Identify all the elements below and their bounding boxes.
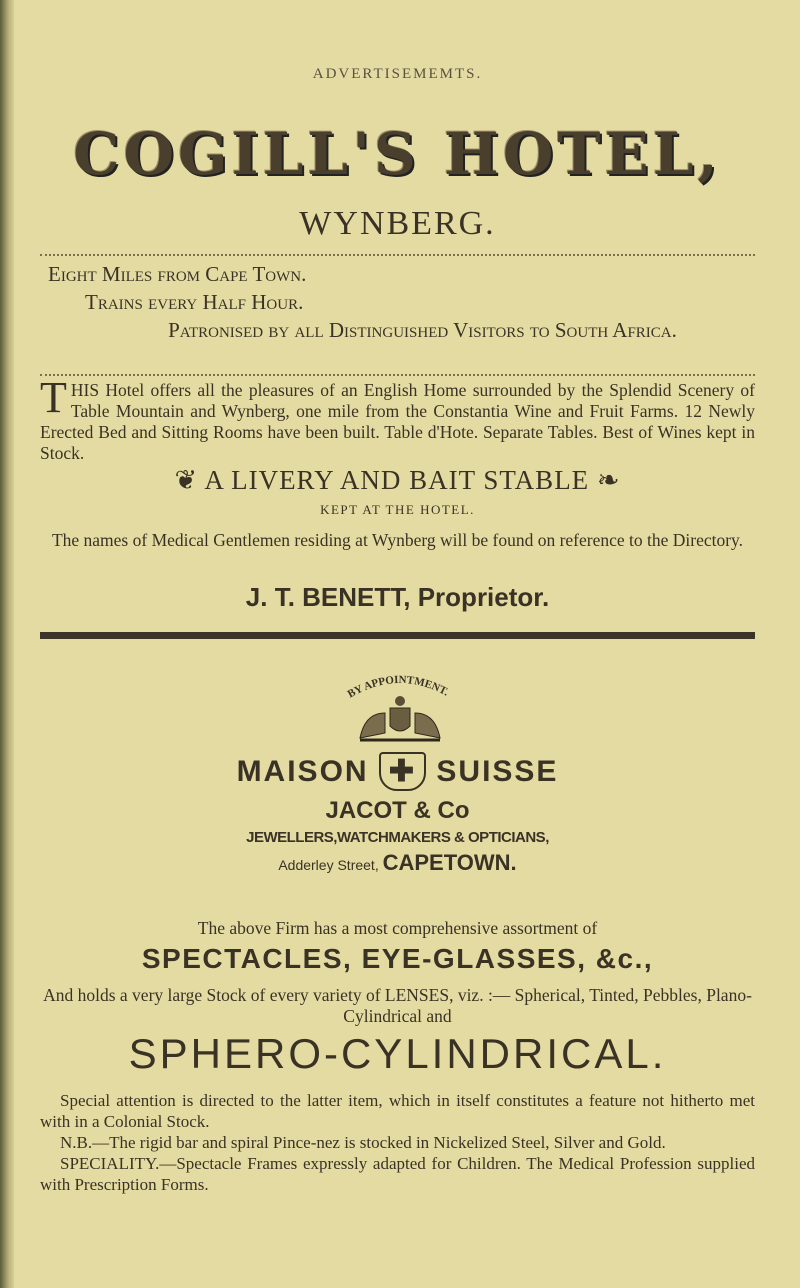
page-binding-edge [0,0,14,1288]
hotel-description [40,373,755,464]
notes [40,1090,755,1195]
ornamental-rule [40,248,755,256]
medical-note: The names of Medical Gentlemen residing at Wynberg will be found on reference to the Directory. [51,530,744,550]
heavy-rule [40,632,755,639]
suisse-text: SUISSE [436,755,559,788]
running-head: ADVERTISEMEMTS. [312,66,483,82]
city: CAPETOWN. [382,850,517,875]
hotel-name: COGILL'S HOTEL, [73,120,722,188]
jacot-logo [40,752,755,876]
ornamental-rule [40,368,755,376]
kept-at-hotel: KEPT AT THE HOTEL. [320,502,475,517]
royal-arms-icon [330,668,470,748]
drop-cap: T [40,373,67,422]
proprietor: J. T. BENETT, Proprietor. [245,582,550,612]
street: Adderley Street, [278,857,379,873]
trains-line: Trains every Half Hour. [85,290,304,314]
description-text: HIS Hotel offers all the pleasures of an English Home surrounded by the Splendid Scenery of Table Mountain and Wynberg, one mile from the Constantia Wine and Fruit Farms. 12 Newly Erected Bed and Sitting Rooms have been built. Table d'Hote. Separate Tables. Best of Wines kept in Stock. [40,380,755,463]
royal-crest [330,668,470,748]
swiss-shield-icon: ✚ [379,752,426,791]
firm-trade: JEWELLERS,WATCHMAKERS & OPTICIANS, [246,829,549,846]
special-attention-note: Special attention is directed to the latter item, which in itself constitutes a feature not hitherto met with in a Colonial Stock. [40,1091,755,1131]
speciality-note: SPECIALITY.—Spectacle Frames expressly adapted for Children. The Medical Profession supplied with Prescription Forms. [40,1154,755,1194]
firm-line: The above Firm has a most comprehensive assortment of [197,918,598,938]
sphero-heading: SPHERO-CYLINDRICAL. [128,1030,667,1077]
distance-line: Eight Miles from Cape Town. [48,262,307,286]
hotel-location: WYNBERG. [299,205,496,242]
nb-note: N.B.—The rigid bar and spiral Pince-nez is stocked in Nickelized Steel, Silver and Gold. [60,1133,666,1152]
maison-text: MAISON [236,755,369,788]
spectacles-heading: SPECTACLES, EYE-GLASSES, &c., [141,943,654,974]
firm-name: JACOT & Co [325,797,470,824]
lenses-text: And holds a very large Stock of every variety of LENSES, viz. :— Spherical, Tinted, Pebbles, Plano-Cylindrical and [43,985,752,1026]
livery-text: A LIVERY AND BAIT STABLE [204,465,590,495]
appointment-text: BY APPOINTMENT. [345,673,451,701]
livery-heading: ❦ A LIVERY AND BAIT STABLE ❧ [174,465,621,495]
patronised-line: Patronised by all Distinguished Visitors to South Africa. [168,318,677,342]
